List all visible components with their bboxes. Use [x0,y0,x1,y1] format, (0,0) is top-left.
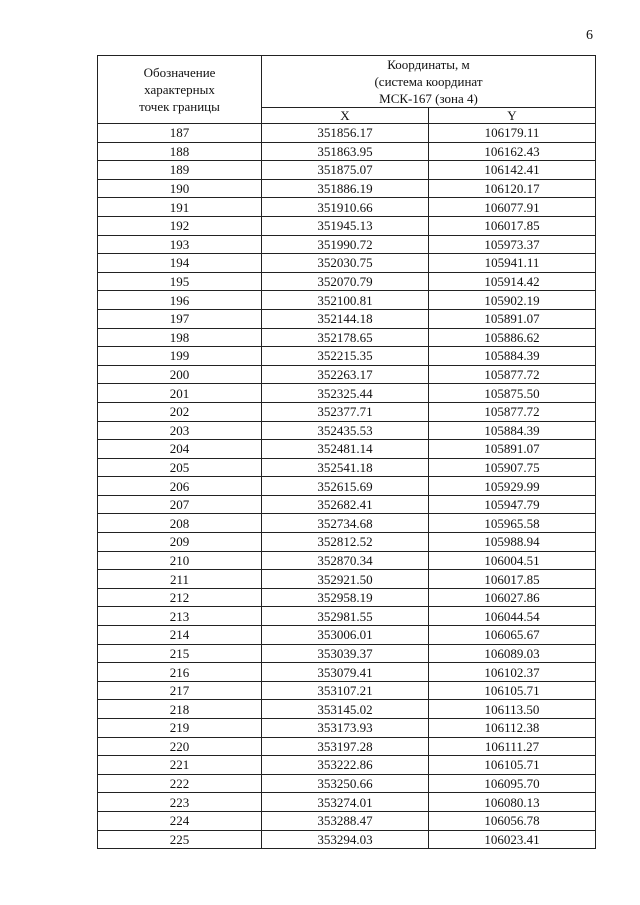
x-coordinate-cell: 352435.53 [262,421,429,440]
point-cell: 200 [98,365,262,384]
point-cell: 195 [98,272,262,291]
point-cell: 208 [98,514,262,533]
point-cell: 218 [98,700,262,719]
point-label-line-3: точек границы [139,99,220,114]
x-coordinate-cell: 352070.79 [262,272,429,291]
x-coordinate-cell: 351875.07 [262,161,429,180]
table-row [98,328,596,347]
x-coordinate-cell: 353006.01 [262,626,429,645]
coords-label-line-1: Координаты, м [387,57,470,72]
table-row [98,830,596,849]
y-coordinate-cell: 105877.72 [429,365,596,384]
point-cell: 213 [98,607,262,626]
y-coordinate-cell: 106017.85 [429,216,596,235]
x-coordinate-cell: 353197.28 [262,737,429,756]
table-row [98,644,596,663]
point-cell: 188 [98,142,262,161]
table-row [98,216,596,235]
point-cell: 203 [98,421,262,440]
x-coordinate-cell: 353222.86 [262,756,429,775]
table-row [98,570,596,589]
y-coordinate-cell: 106112.38 [429,719,596,738]
y-coordinate-cell: 106179.11 [429,124,596,143]
x-coordinate-cell: 353173.93 [262,719,429,738]
y-coordinate-cell: 106017.85 [429,570,596,589]
x-coordinate-cell: 351856.17 [262,124,429,143]
y-coordinate-cell: 105947.79 [429,495,596,514]
page-number: 6 [586,28,593,43]
x-coordinate-cell: 353039.37 [262,644,429,663]
point-cell: 217 [98,681,262,700]
y-coordinate-cell: 105907.75 [429,458,596,477]
y-coordinate-cell: 106065.67 [429,626,596,645]
table-row [98,495,596,514]
point-cell: 224 [98,811,262,830]
point-cell: 187 [98,124,262,143]
point-cell: 198 [98,328,262,347]
x-coordinate-cell: 353250.66 [262,774,429,793]
x-coordinate-cell: 352682.41 [262,495,429,514]
x-coordinate-cell: 352215.35 [262,347,429,366]
point-cell: 189 [98,161,262,180]
y-coordinate-cell: 105884.39 [429,347,596,366]
table-row [98,347,596,366]
y-coordinate-cell: 106113.50 [429,700,596,719]
table-row [98,440,596,459]
point-cell: 211 [98,570,262,589]
table-row [98,365,596,384]
y-coordinate-cell: 106044.54 [429,607,596,626]
point-cell: 225 [98,830,262,849]
y-coordinate-cell: 105891.07 [429,309,596,328]
point-cell: 215 [98,644,262,663]
x-coordinate-cell: 352812.52 [262,533,429,552]
table-row [98,254,596,273]
table-row [98,626,596,645]
table-row [98,533,596,552]
table-row [98,551,596,570]
y-coordinate-cell: 105973.37 [429,235,596,254]
coordinates-group-header [262,56,596,108]
y-coordinate-cell: 105886.62 [429,328,596,347]
x-coordinate-cell: 352921.50 [262,570,429,589]
y-coordinate-cell: 106162.43 [429,142,596,161]
y-coordinate-cell: 105884.39 [429,421,596,440]
table-row [98,700,596,719]
y-coordinate-cell: 106105.71 [429,756,596,775]
x-coordinate-cell: 352377.71 [262,402,429,421]
x-column-header: X [262,108,429,124]
point-cell: 207 [98,495,262,514]
x-coordinate-cell: 352481.14 [262,440,429,459]
table-row [98,477,596,496]
y-coordinate-cell: 106004.51 [429,551,596,570]
point-cell: 192 [98,216,262,235]
header-row-top [98,56,596,108]
x-coordinate-cell: 352734.68 [262,514,429,533]
y-coordinate-cell: 106089.03 [429,644,596,663]
y-coordinate-cell: 106027.86 [429,588,596,607]
y-coordinate-cell: 105941.11 [429,254,596,273]
x-coordinate-cell: 352981.55 [262,607,429,626]
x-coordinate-cell: 353145.02 [262,700,429,719]
x-coordinate-cell: 352325.44 [262,384,429,403]
x-coordinate-cell: 352100.81 [262,291,429,310]
point-label-line-2: характерных [144,82,215,97]
x-coordinate-cell: 351990.72 [262,235,429,254]
y-coordinate-cell: 106120.17 [429,179,596,198]
table-body [98,124,596,849]
y-coordinate-cell: 105929.99 [429,477,596,496]
x-coordinate-cell: 352263.17 [262,365,429,384]
point-cell: 193 [98,235,262,254]
x-coordinate-cell: 353274.01 [262,793,429,812]
table-row [98,811,596,830]
table-row [98,514,596,533]
point-cell: 194 [98,254,262,273]
table-row [98,161,596,180]
table-row [98,291,596,310]
table-row [98,793,596,812]
coords-label-line-2: (система координат [374,74,483,89]
point-cell: 222 [98,774,262,793]
table-row [98,124,596,143]
coords-label-line-3: МСК-167 (зона 4) [379,91,478,106]
point-cell: 205 [98,458,262,477]
y-coordinate-cell: 105914.42 [429,272,596,291]
y-coordinate-cell: 106056.78 [429,811,596,830]
x-coordinate-cell: 352144.18 [262,309,429,328]
table-row [98,142,596,161]
y-coordinate-cell: 106080.13 [429,793,596,812]
table-header [98,56,596,124]
y-coordinate-cell: 106142.41 [429,161,596,180]
point-cell: 201 [98,384,262,403]
y-coordinate-cell: 105902.19 [429,291,596,310]
point-designation-header [98,56,262,124]
x-coordinate-cell: 351886.19 [262,179,429,198]
x-coordinate-cell: 351910.66 [262,198,429,217]
table-row [98,774,596,793]
point-cell: 190 [98,179,262,198]
y-coordinate-cell: 106095.70 [429,774,596,793]
x-coordinate-cell: 353288.47 [262,811,429,830]
table-row [98,663,596,682]
point-cell: 197 [98,309,262,328]
y-coordinate-cell: 106023.41 [429,830,596,849]
table-row [98,179,596,198]
coordinates-table [97,55,596,849]
point-cell: 219 [98,719,262,738]
x-coordinate-cell: 352178.65 [262,328,429,347]
x-coordinate-cell: 352615.69 [262,477,429,496]
x-coordinate-cell: 353107.21 [262,681,429,700]
point-cell: 204 [98,440,262,459]
y-coordinate-cell: 106102.37 [429,663,596,682]
point-cell: 223 [98,793,262,812]
table-row [98,421,596,440]
table-row [98,737,596,756]
x-coordinate-cell: 352870.34 [262,551,429,570]
x-coordinate-cell: 353294.03 [262,830,429,849]
table-row [98,384,596,403]
point-cell: 220 [98,737,262,756]
point-cell: 209 [98,533,262,552]
y-coordinate-cell: 105877.72 [429,402,596,421]
point-label-line-1: Обозначение [143,65,216,80]
table-row [98,458,596,477]
y-coordinate-cell: 105988.94 [429,533,596,552]
table-row [98,719,596,738]
point-cell: 196 [98,291,262,310]
table-row [98,235,596,254]
y-coordinate-cell: 106077.91 [429,198,596,217]
table-row [98,681,596,700]
y-coordinate-cell: 105965.58 [429,514,596,533]
point-cell: 199 [98,347,262,366]
x-coordinate-cell: 352030.75 [262,254,429,273]
y-coordinate-cell: 106105.71 [429,681,596,700]
point-cell: 212 [98,588,262,607]
x-coordinate-cell: 351945.13 [262,216,429,235]
point-cell: 221 [98,756,262,775]
x-coordinate-cell: 352958.19 [262,588,429,607]
point-cell: 202 [98,402,262,421]
y-coordinate-cell: 105875.50 [429,384,596,403]
table-row [98,607,596,626]
table-row [98,198,596,217]
y-coordinate-cell: 105891.07 [429,440,596,459]
table-row [98,402,596,421]
table-row [98,588,596,607]
point-cell: 210 [98,551,262,570]
y-column-header: Y [429,108,596,124]
x-coordinate-cell: 353079.41 [262,663,429,682]
y-coordinate-cell: 106111.27 [429,737,596,756]
point-cell: 216 [98,663,262,682]
table-row [98,756,596,775]
table-row [98,309,596,328]
point-cell: 191 [98,198,262,217]
x-coordinate-cell: 352541.18 [262,458,429,477]
point-cell: 214 [98,626,262,645]
x-coordinate-cell: 351863.95 [262,142,429,161]
table-row [98,272,596,291]
point-cell: 206 [98,477,262,496]
